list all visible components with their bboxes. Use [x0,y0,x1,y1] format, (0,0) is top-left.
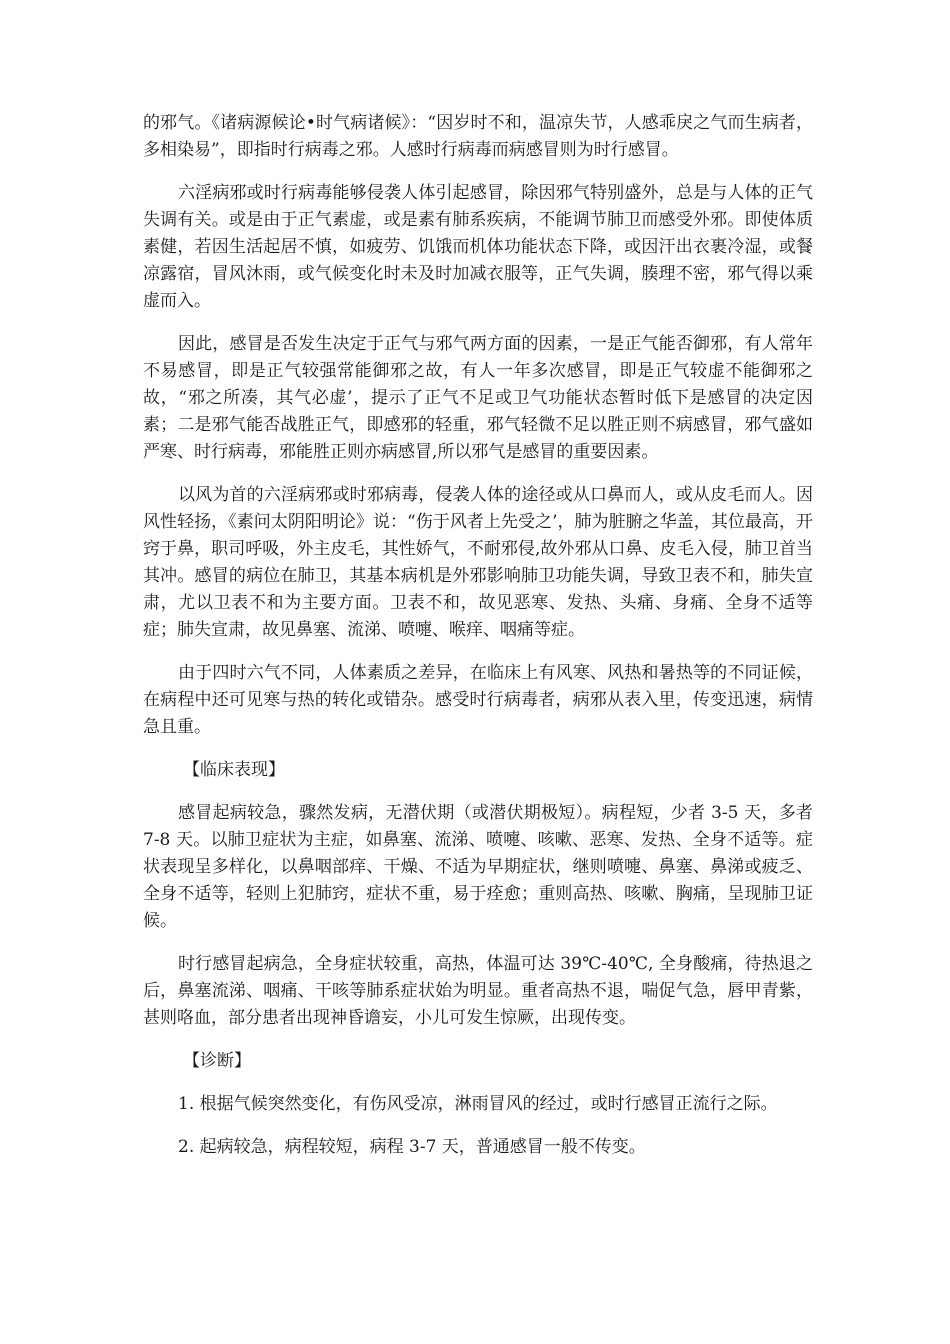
document-page [143,110,813,1177]
diagnosis-item-2: 2. 起病较急，病程较短，病程 3-7 天，普通感冒一般不传变。 [178,1137,646,1157]
diagnosis-item-1: 1. 根据气候突然变化，有伤风受凉，淋雨冒风的经过，或时行感冒正流行之际。 [178,1094,778,1114]
paragraph-clinical-common: 感冒起病较急，骤然发病，无潜伏期（或潜伏期极短）。病程短，少者 3-5 天，多者 7-8 天。以肺卫症状为主症，如鼻塞、流涕、喷嚏、咳嗽、恶寒、发热、全身不适等。症状表现呈多样化，以鼻咽部痒、干燥、不适为早期症状，继则喷嚏、鼻塞、鼻涕或疲乏、全身不适等，轻则上犯肺窍，症状不重，易于痊愈；重则高热、咳嗽、胸痛，呈现肺卫证候。 [143,803,813,931]
paragraph-wind-pathway: 以风为首的六淫病邪或时邪病毒，侵袭人体的途径或从口鼻而人，或从皮毛而人。因风性轻扬，《素问太阴阳明论》说：“伤于风者上先受之’，肺为脏腑之华盖，其位最高，开窍于鼻，职司呼吸，外主皮毛，其性娇气，不耐邪侵,故外邪从口鼻、皮毛入侵，肺卫首当其冲。感冒的病位在肺卫，其基本病机是外邪影响肺卫功能失调，导致卫表不和，肺失宣肃，尤以卫表不和为主要方面。卫表不和，故见恶寒、发热、头痛、身痛、全身不适等症；肺失宣肃，故见鼻塞、流涕、喷嚏、喉痒、咽痛等症。 [143,485,813,640]
paragraph-factors: 因此，感冒是否发生决定于正气与邪气两方面的因素，一是正气能否御邪，有人常年不易感冒，即是正气较强常能御邪之故，有人一年多次感冒，即是正气较虚不能御邪之故，“邪之所凑，其气必虚’，提示了正气不足或卫气功能状态暂时低下是感冒的决定因素；二是邪气能否战胜正气，即感邪的轻重，邪气轻微不足以胜正则不病感冒，邪气盛如严寒、时行病毒，邪能胜正则亦病感冒,所以邪气是感冒的重要因素。 [143,334,813,462]
paragraph-seasonal: 由于四时六气不同，人体素质之差异，在临床上有风寒、风热和暑热等的不同证候，在病程中还可见寒与热的转化或错杂。感受时行病毒者，病邪从表入里，传变迅速，病情急且重。 [143,663,813,737]
paragraph-continuation: 的邪气。《诸病源候论•时气病诸候》：“因岁时不和，温凉失节，人感乖戾之气而生病者，多相染易”，即指时行病毒之邪。人感时行病毒而病感冒则为时行感冒。 [143,113,813,160]
paragraph-pathogenesis-qi: 六淫病邪或时行病毒能够侵袭人体引起感冒，除因邪气特别盛外，总是与人体的正气失调有关。或是由于正气素虚，或是素有肺系疾病，不能调节肺卫而感受外邪。即使体质素健，若因生活起居不慎，如疲劳、饥饿而机体功能状态下降，或因汗出衣裹冷湿，或餐凉露宿，冒风沐雨，或气候变化时未及时加减衣服等，正气失调，腠理不密，邪气得以乘虚而入。 [143,183,813,311]
paragraph-clinical-epidemic: 时行感冒起病急，全身症状较重，高热，体温可达 39℃-40℃, 全身酸痛，待热退之后，鼻塞流涕、咽痛、干咳等肺系症状始为明显。重者高热不退，喘促气急，唇甲青紫，甚则咯血，部分患者出现神昏谵妄，小儿可发生惊厥，出现传变。 [143,954,813,1028]
section-heading-diagnosis: 【诊断】 [183,1051,251,1071]
section-heading-clinical: 【临床表现】 [183,760,285,780]
